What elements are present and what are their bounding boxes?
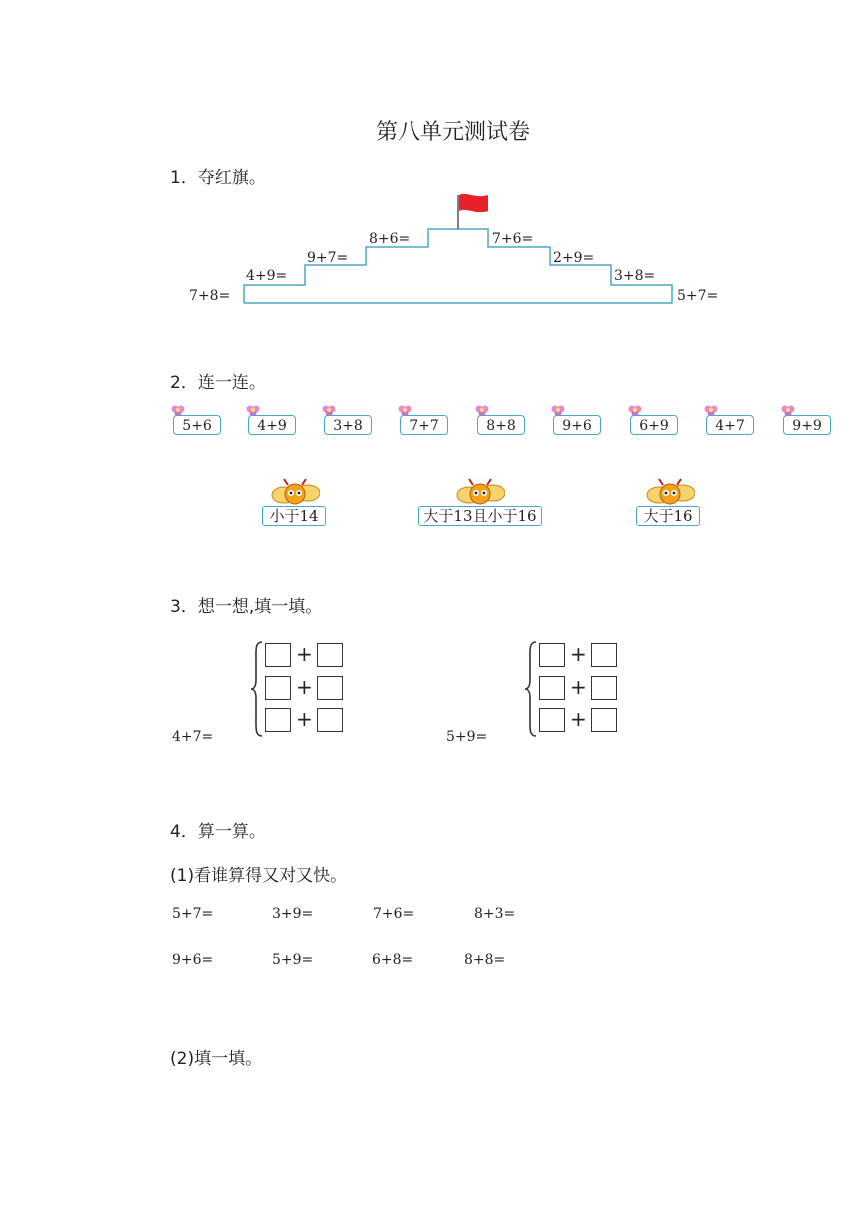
plus-sign: +	[296, 707, 313, 731]
stair-eq-1: 7+8=	[189, 288, 231, 304]
answer-box[interactable]	[591, 676, 617, 700]
calc-1-2: 3+9=	[272, 906, 314, 922]
answer-box[interactable]	[591, 708, 617, 732]
q3-left-equation: 4+7=	[172, 729, 214, 745]
calc-2-3: 6+8=	[372, 952, 414, 968]
stairs-diagram	[170, 185, 730, 315]
stair-eq-3: 9+7=	[307, 250, 349, 266]
calc-2-2: 5+9=	[272, 952, 314, 968]
stair-eq-7: 3+8=	[614, 268, 656, 284]
addition-card[interactable]: 7+7	[400, 415, 448, 435]
plus-sign: +	[570, 675, 587, 699]
stairs-outline	[244, 229, 672, 303]
answer-box[interactable]	[539, 643, 565, 667]
answer-box[interactable]	[591, 643, 617, 667]
calc-2-1: 9+6=	[172, 952, 214, 968]
question-3-heading: 3．想一想,填一填。	[170, 597, 323, 617]
stair-eq-6: 2+9=	[553, 250, 595, 266]
plus-sign: +	[296, 675, 313, 699]
page-title: 第八单元测试卷	[375, 120, 530, 145]
addition-card[interactable]: 4+7	[706, 415, 754, 435]
addition-card[interactable]: 6+9	[630, 415, 678, 435]
answer-box[interactable]	[317, 676, 343, 700]
answer-box[interactable]	[265, 676, 291, 700]
q4-sub2-heading: (2)填一填。	[170, 1049, 263, 1069]
calc-1-1: 5+7=	[172, 906, 214, 922]
target-less-than-14: 小于14	[262, 506, 326, 526]
addition-card[interactable]: 9+6	[553, 415, 601, 435]
answer-box[interactable]	[539, 708, 565, 732]
q3-right-equation: 5+9=	[446, 729, 488, 745]
target-greater-than-16: 大于16	[636, 506, 700, 526]
stair-eq-4: 8+6=	[369, 231, 411, 247]
answer-box[interactable]	[265, 643, 291, 667]
answer-box[interactable]	[317, 708, 343, 732]
stair-eq-5: 7+6=	[492, 231, 534, 247]
addition-card[interactable]: 8+8	[477, 415, 525, 435]
answer-box[interactable]	[265, 708, 291, 732]
addition-card[interactable]: 5+6	[173, 415, 221, 435]
plus-sign: +	[570, 642, 587, 666]
target-between-13-and-16: 大于13且小于16	[418, 506, 542, 526]
right-brace	[524, 640, 538, 738]
plus-sign: +	[570, 707, 587, 731]
plus-sign: +	[296, 642, 313, 666]
left-brace	[250, 640, 264, 738]
addition-card[interactable]: 9+9	[783, 415, 831, 435]
red-flag-icon	[459, 194, 488, 212]
stair-eq-2: 4+9=	[246, 268, 288, 284]
answer-box[interactable]	[539, 676, 565, 700]
question-1-heading: 1．夺红旗。	[170, 168, 266, 188]
addition-card[interactable]: 3+8	[324, 415, 372, 435]
addition-card[interactable]: 4+9	[248, 415, 296, 435]
calc-1-4: 8+3=	[474, 906, 516, 922]
q4-sub1-heading: (1)看谁算得又对又快。	[170, 866, 348, 886]
question-2-heading: 2．连一连。	[170, 373, 266, 393]
stair-eq-8: 5+7=	[677, 288, 719, 304]
calc-2-4: 8+8=	[464, 952, 506, 968]
calc-1-3: 7+6=	[373, 906, 415, 922]
question-4-heading: 4．算一算。	[170, 822, 266, 842]
answer-box[interactable]	[317, 643, 343, 667]
